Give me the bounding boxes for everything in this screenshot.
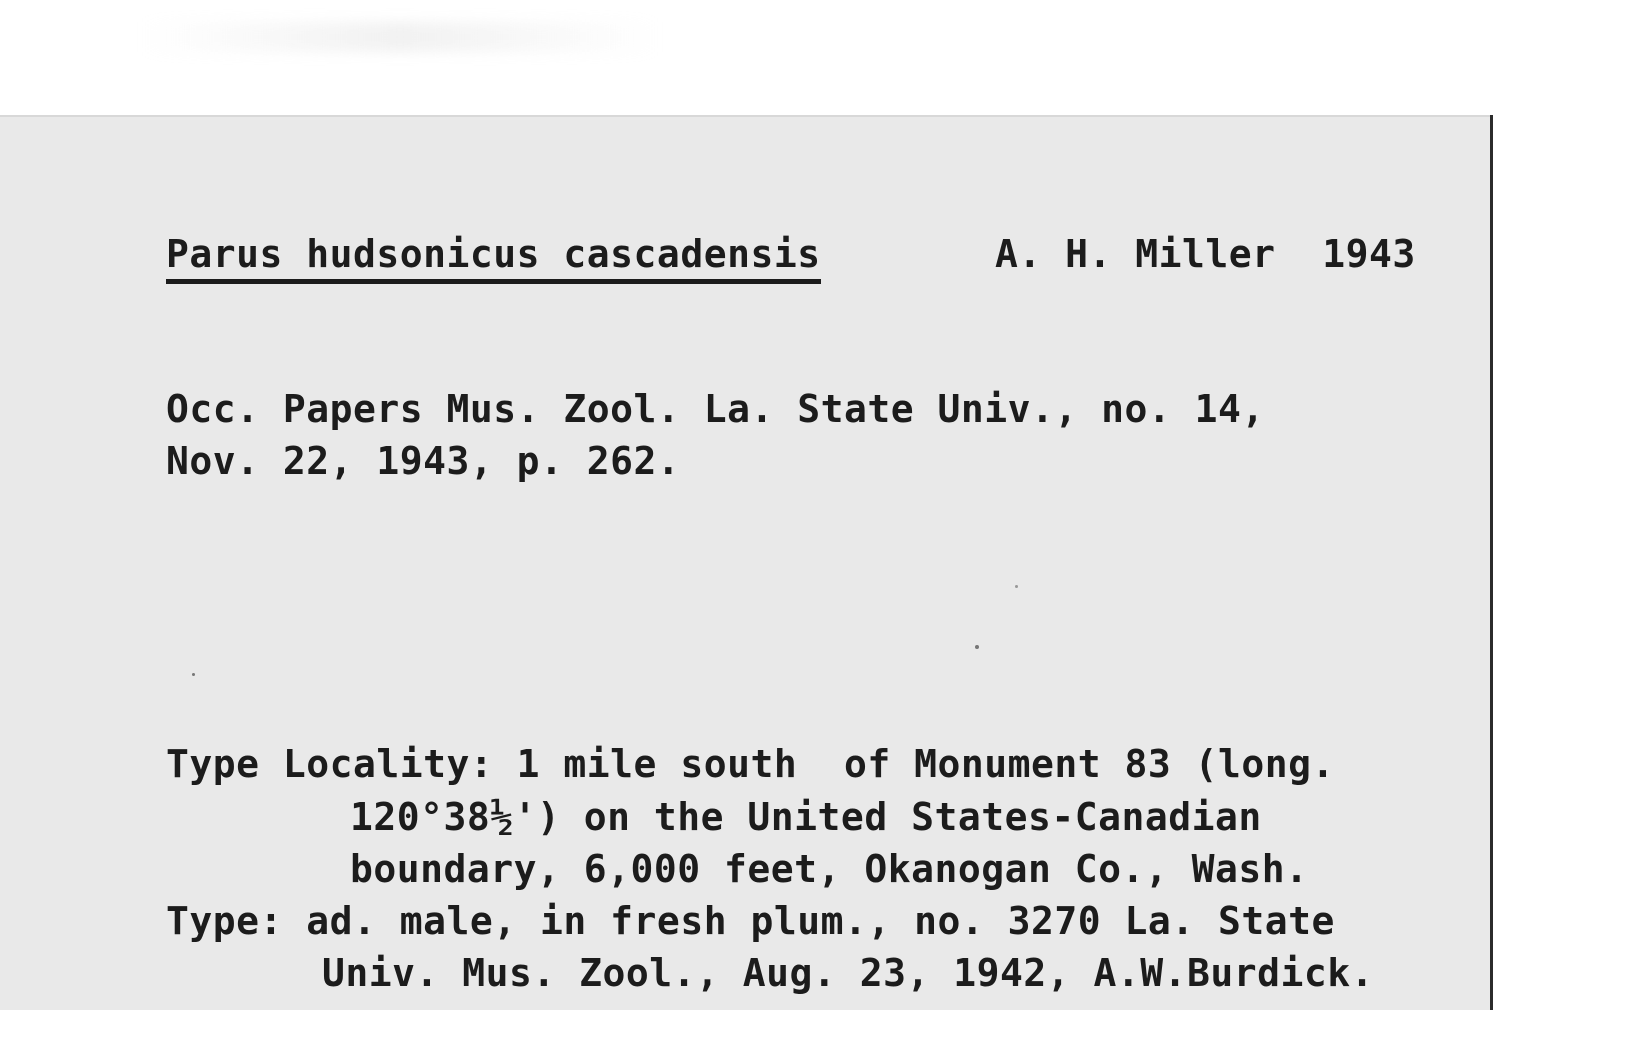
index-card <box>0 115 1493 1010</box>
paper-speck <box>1015 585 1018 588</box>
type-line-2: Univ. Mus. Zool., Aug. 23, 1942, A.W.Burdick. <box>322 951 1375 995</box>
author-year: A. H. Miller 1943 <box>995 232 1416 276</box>
faint-bleed-through <box>140 22 660 52</box>
paper-speck <box>192 673 195 676</box>
paper-speck <box>975 645 979 649</box>
citation-line-2: Nov. 22, 1943, p. 262. <box>166 439 681 483</box>
taxon-name: Parus hudsonicus cascadensis <box>166 235 821 284</box>
type-line-1: Type: ad. male, in fresh plum., no. 3270 La. State <box>166 899 1335 943</box>
type-locality-line-1: Type Locality: 1 mile south of Monument 83 (long. <box>166 742 1335 786</box>
citation-line-1: Occ. Papers Mus. Zool. La. State Univ., no. 14, <box>166 387 1265 431</box>
type-locality-line-2: 120°38½') on the United States-Canadian <box>350 795 1262 839</box>
type-locality-line-3: boundary, 6,000 feet, Okanogan Co., Wash. <box>350 847 1309 891</box>
